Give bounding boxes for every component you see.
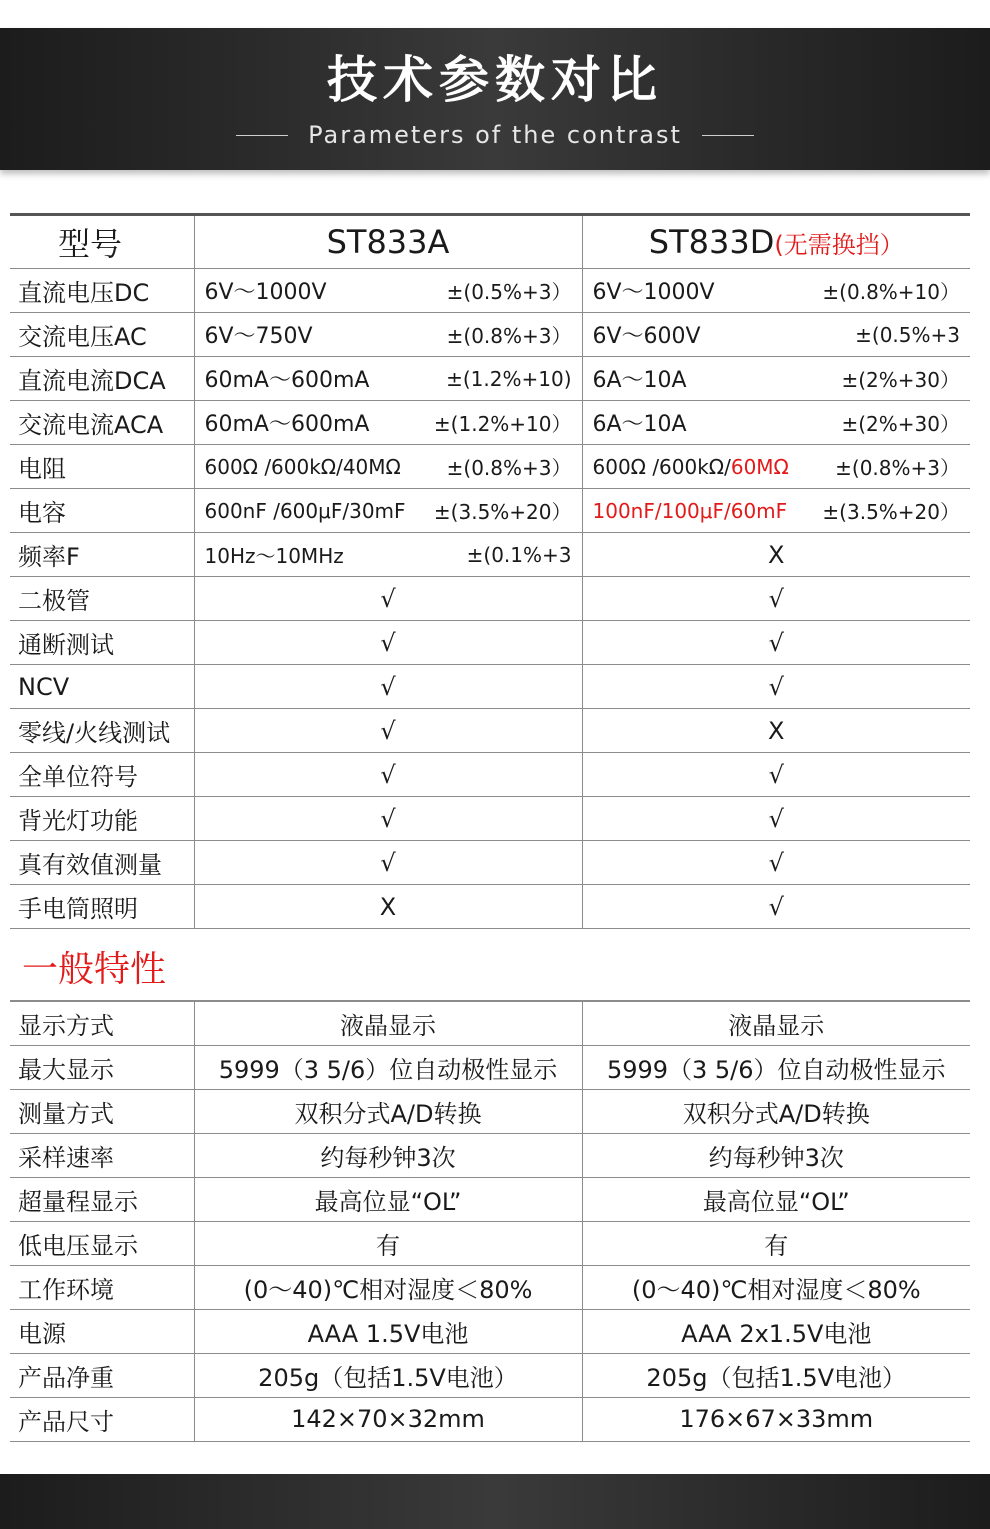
model-d-cell: AAA 2x1.5V电池 [582,1309,970,1353]
model-d-cell [582,269,970,313]
model-a-cell: √ [194,709,582,753]
row-label: 交流电流ACA [10,401,194,445]
model-d-cell: √ [582,753,970,797]
model-a-cell: 205g（包括1.5V电池） [194,1353,582,1397]
row-label: 显示方式 [10,1001,194,1045]
model-d-cell: √ [582,797,970,841]
model-a-cell: √ [194,621,582,665]
accuracy-value: ±(2%+30） [841,368,960,392]
page-title: 技术参数对比 [327,51,663,109]
model-a-cell: 有 [194,1221,582,1265]
model-d-cell [582,357,970,401]
model-d-cell: 176×67×33mm [582,1397,970,1441]
model-d-cell: X [582,709,970,753]
accuracy-value: ±(1.2%+10） [433,412,572,436]
model-d-cell [582,445,970,489]
model-column-label: 型号 [10,215,194,269]
accuracy-value: ±(2%+30） [841,412,960,436]
row-label: 电容 [10,489,194,533]
row-label: 手电筒照明 [10,885,194,929]
row-label: 电阻 [10,445,194,489]
model-a-header: ST833A [194,215,582,269]
model-d-cell: √ [582,577,970,621]
row-label: 零线/火线测试 [10,709,194,753]
row-label: NCV [10,665,194,709]
table-row [10,1001,970,1045]
model-a-cell: √ [194,577,582,621]
range-value: 100nF/100μF/60mF [592,498,788,523]
spec-comparison-table [10,213,970,929]
model-d-cell: √ [582,665,970,709]
feature-row [10,665,970,709]
feature-row [10,797,970,841]
accuracy-value: ±(0.5%+3 [855,322,960,347]
accuracy-value: ±(3.5%+20） [433,500,572,524]
row-label: 真有效值测量 [10,841,194,885]
table-row [10,313,970,357]
model-d-cell: 205g（包括1.5V电池） [582,1353,970,1397]
accuracy-value: ±(1.2%+10) [446,366,572,391]
table-row [10,489,970,533]
model-a-cell [194,269,582,313]
table-row [10,1133,970,1177]
row-label: 交流电压AC [10,313,194,357]
range-value: 6V～1000V [204,280,327,305]
model-a-cell [194,533,582,577]
model-a-cell: 142×70×32mm [194,1397,582,1441]
row-label: 直流电压DC [10,269,194,313]
table-row [10,401,970,445]
range-value: 6V～1000V [592,280,715,305]
header-banner [0,28,990,170]
table-row [10,533,970,577]
model-a-cell: (0～40)℃相对湿度＜80% [194,1265,582,1309]
row-label: 全单位符号 [10,753,194,797]
row-label: 直流电流DCA [10,357,194,401]
model-d-cell: √ [582,841,970,885]
model-a-cell: √ [194,665,582,709]
model-d-cell [582,489,970,533]
table-row [10,1045,970,1089]
model-d-note: (无需换挡） [774,231,904,259]
model-a-cell: AAA 1.5V电池 [194,1309,582,1353]
feature-row [10,885,970,929]
table-row [10,445,970,489]
model-a-cell: 最高位显“OL” [194,1177,582,1221]
model-a-cell: 5999（3 5/6）位自动极性显示 [194,1045,582,1089]
model-a-cell [194,313,582,357]
model-d-cell: (0～40)℃相对湿度＜80% [582,1265,970,1309]
row-label: 产品净重 [10,1353,194,1397]
row-label: 最大显示 [10,1045,194,1089]
table-header-row [10,215,970,269]
range-value-highlight: 60MΩ [730,454,789,479]
model-d-cell: 有 [582,1221,970,1265]
row-label: 通断测试 [10,621,194,665]
table-row [10,1221,970,1265]
model-a-cell [194,401,582,445]
model-d-cell: 约每秒钟3次 [582,1133,970,1177]
accuracy-value: ±(0.1%+3 [466,542,572,567]
model-a-cell: √ [194,841,582,885]
model-a-cell: √ [194,797,582,841]
feature-row [10,577,970,621]
row-label: 电源 [10,1309,194,1353]
row-label: 产品尺寸 [10,1397,194,1441]
table-row [10,1265,970,1309]
model-d-cell: 液晶显示 [582,1001,970,1045]
row-label: 工作环境 [10,1265,194,1309]
table-row [10,1089,970,1133]
range-value: 6A～10A [592,412,687,437]
accuracy-value: ±(0.8%+10） [822,280,960,304]
model-d-cell: 双积分式A/D转换 [582,1089,970,1133]
range-value: 60mA～600mA [204,368,370,393]
accuracy-value: ±(0.8%+3） [446,456,572,480]
subtitle-left-rule [236,135,288,136]
model-d-cell: √ [582,621,970,665]
range-value: 6A～10A [592,368,687,393]
table-row [10,1177,970,1221]
accuracy-value: ±(0.8%+3） [446,324,572,348]
row-label: 采样速率 [10,1133,194,1177]
feature-row [10,841,970,885]
model-a-cell: X [194,885,582,929]
model-d-cell: X [582,533,970,577]
model-a-cell: 约每秒钟3次 [194,1133,582,1177]
model-d-cell [582,313,970,357]
model-a-cell [194,357,582,401]
top-margin [0,0,990,28]
general-characteristics-table [10,1000,970,1442]
table-row [10,1397,970,1441]
row-label: 超量程显示 [10,1177,194,1221]
model-a-cell [194,489,582,533]
model-a-cell: √ [194,753,582,797]
table-row [10,269,970,313]
model-d-cell: √ [582,885,970,929]
range-value: 6V～600V [592,324,701,349]
model-d-name: ST833D [648,223,775,261]
range-value: 60mA～600mA [204,412,370,437]
accuracy-value: ±(0.5%+3） [446,280,572,304]
range-value-part: 600Ω /600kΩ/ [592,454,731,479]
model-a-cell [194,445,582,489]
range-value [593,455,789,479]
range-value: 600nF /600μF/30mF [204,498,406,523]
table-row [10,1309,970,1353]
table-row [10,357,970,401]
range-value: 6V～750V [204,324,313,349]
page-subtitle: Parameters of the contrast [308,121,682,149]
model-a-cell: 液晶显示 [194,1001,582,1045]
range-value: 10Hz～10MHz [204,544,344,568]
range-value: 600Ω /600kΩ/40MΩ [204,454,401,479]
row-label: 背光灯功能 [10,797,194,841]
row-label: 二极管 [10,577,194,621]
subtitle-right-rule [702,135,754,136]
model-d-cell: 最高位显“OL” [582,1177,970,1221]
row-label: 低电压显示 [10,1221,194,1265]
model-a-cell: 双积分式A/D转换 [194,1089,582,1133]
accuracy-value: ±(0.8%+3） [835,456,960,480]
model-d-cell: 5999（3 5/6）位自动极性显示 [582,1045,970,1089]
feature-row [10,709,970,753]
general-section-title: 一般特性 [22,949,167,990]
table-row [10,1353,970,1397]
row-label: 测量方式 [10,1089,194,1133]
feature-row [10,753,970,797]
accuracy-value: ±(3.5%+20） [822,500,960,524]
model-d-header [582,215,970,269]
feature-row [10,621,970,665]
subtitle-row [0,120,990,150]
row-label: 频率F [10,533,194,577]
model-d-cell [582,401,970,445]
footer-band [0,1474,990,1529]
